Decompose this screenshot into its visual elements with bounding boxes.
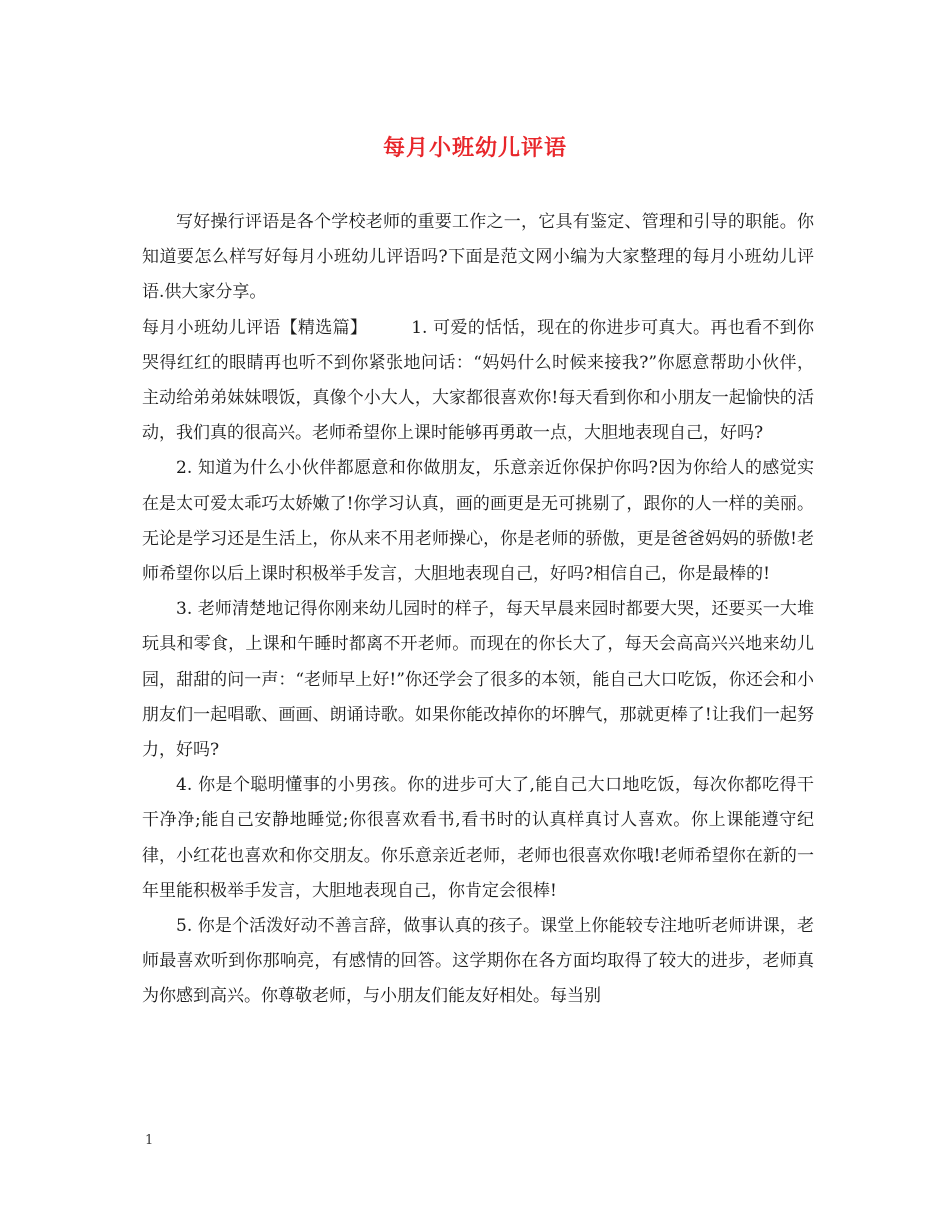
section-heading: 每月小班幼儿评语【精选篇】 (142, 317, 368, 338)
comment-item-5: 5. 你是个活泼好动不善言辞，做事认真的孩子。课堂上你能较专注地听老师讲课，老师最喜欢听到你那响亮，有感情的回答。这学期你在各方面均取得了较大的进步，老师真为你感到高兴。你尊敬老师，与小朋友们能友好相处。每当别 (142, 916, 814, 1007)
section-paragraph-1 (142, 311, 814, 452)
intro-paragraph: 写好操行评语是各个学校老师的重要工作之一，它具有鉴定、管理和引导的职能。你知道要怎么样写好每月小班幼儿评语吗?下面是范文网小编为大家整理的每月小班幼儿评语.供大家分享。 (142, 212, 814, 303)
document-title: 每月小班幼儿评语 (382, 135, 567, 161)
document-body (142, 205, 814, 1015)
comment-item-4: 4. 你是个聪明懂事的小男孩。你的进步可大了,能自己大口地吃饭，每次你都吃得干干净净;能自己安静地睡觉;你很喜欢看书,看书时的认真样真讨人喜欢。你上课能遵守纪律，小红花也喜欢和你交朋友。你乐意亲近老师，老师也很喜欢你哦!老师希望你在新的一年里能积极举手发言，大胆地表现自己，你肯定会很棒! (142, 775, 814, 901)
comment-item-3: 3. 老师清楚地记得你刚来幼儿园时的样子，每天早晨来园时都要大哭，还要买一大堆玩具和零食，上课和午睡时都离不开老师。而现在的你长大了，每天会高高兴兴地来幼儿园，甜甜的问一声：“老师早上好!”你还学会了很多的本领，能自己大口吃饭，你还会和小朋友们一起唱歌、画画、朗诵诗歌。如果你能改掉你的坏脾气，那就更棒了!让我们一起努力，好吗? (142, 599, 814, 761)
comment-item-2: 2. 知道为什么小伙伴都愿意和你做朋友，乐意亲近你保护你吗?因为你给人的感觉实在是太可爱太乖巧太娇嫩了!你学习认真，画的画更是无可挑剔了，跟你的人一样的美丽。无论是学习还是生活上，你从来不用老师操心，你是老师的骄傲，更是爸爸妈妈的骄傲!老师希望你以后上课时积极举手发言，大胆地表现自己，好吗?相信自己，你是最棒的! (142, 458, 814, 585)
comment-item-1: 1. 可爱的恬恬，现在的你进步可真大。再也看不到你哭得红红的眼睛再也听不到你紧张地问话：“妈妈什么时候来接我?”你愿意帮助小伙伴，主动给弟弟妹妹喂饭，真像个小大人，大家都很喜欢你!每天看到你和小朋友一起愉快的活动，我们真的很高兴。老师希望你上课时能够再勇敢一点，大胆地表现自己，好吗? (142, 317, 815, 444)
page-number: 1 (145, 1133, 154, 1148)
